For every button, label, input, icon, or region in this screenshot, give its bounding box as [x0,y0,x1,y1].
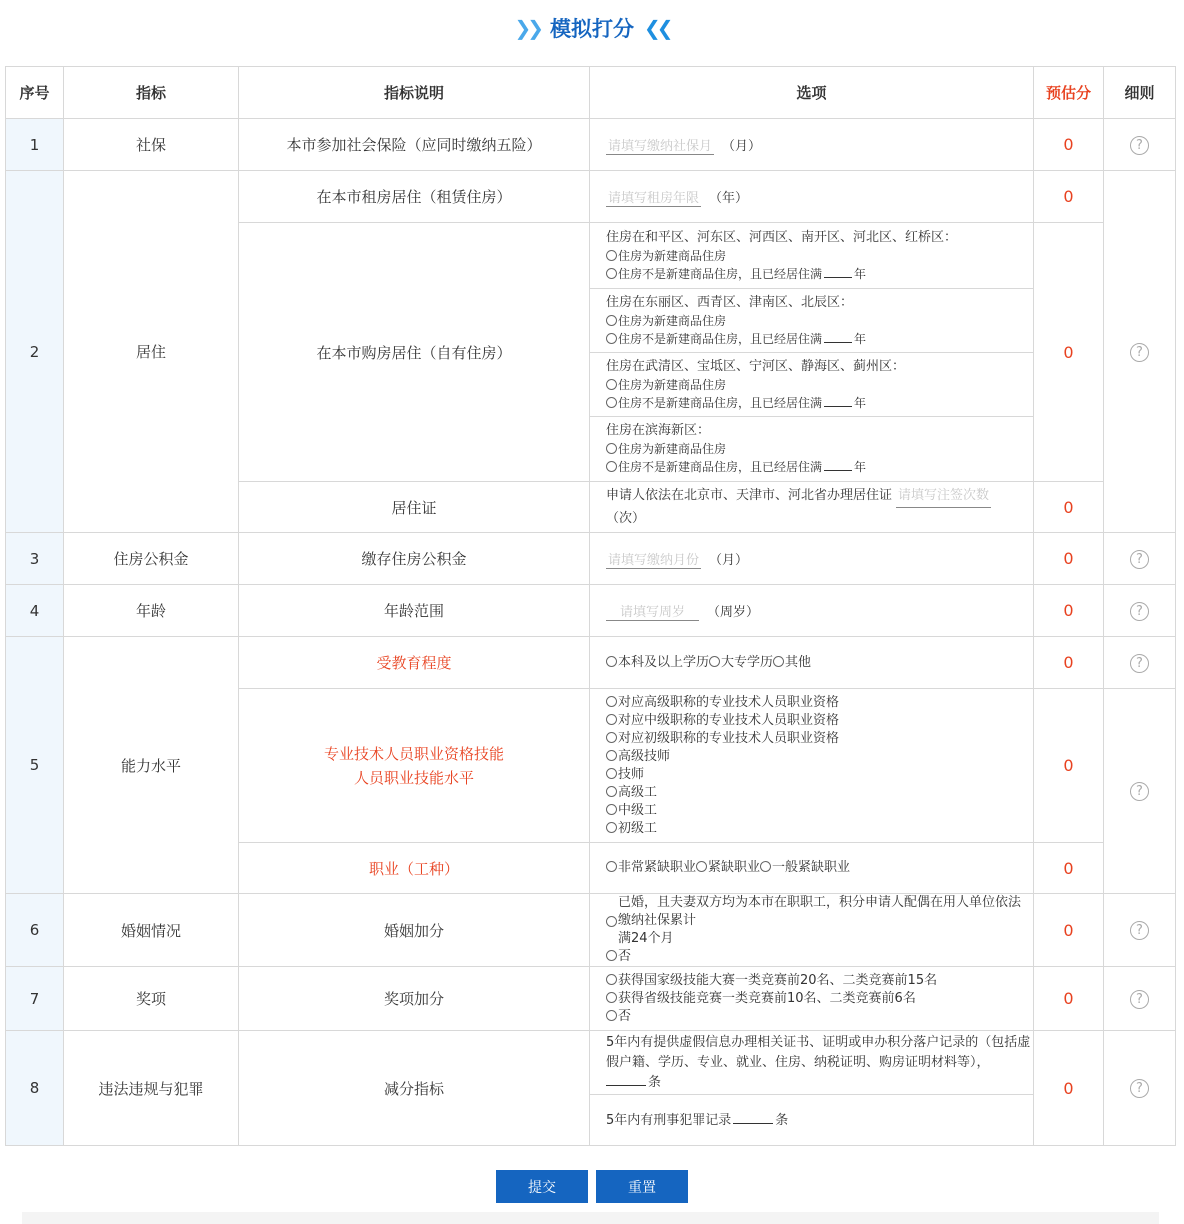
table-row [6,1031,1176,1146]
page-title: ❯❯ 模拟打分 ❮❮ [514,16,670,41]
housing-fund-option: 请填写缴纳月份 （月） [590,533,1034,585]
residence-permit-option: 申请人依法在北京市、天津市、河北省办理居住证 请填写注签次数 （次） [590,482,1034,533]
housing-fund-months-input[interactable]: 请填写缴纳月份 [606,549,701,569]
score-value: 0 [1034,637,1104,689]
table-row [6,894,1176,967]
header-seq: 序号 [6,67,64,119]
radio-button[interactable] [606,768,617,779]
row-indicator: 婚姻情况 [64,894,239,967]
row-desc: 本市参加社会保险（应同时缴纳五险） [239,119,590,171]
marriage-options: 已婚，且夫妻双方均为本市在职职工，积分申请人配偶在用人单位依法缴纳社保累计 满24个月 否 [590,894,1034,967]
score-value: 0 [1034,1031,1104,1146]
rent-years-input[interactable]: 请填写租房年限 [606,187,701,207]
score-value: 0 [1034,119,1104,171]
row-indicator: 居住 [64,171,239,533]
header-option: 选项 [590,67,1034,119]
row-indicator: 能力水平 [64,637,239,894]
row-indicator: 违法违规与犯罪 [64,1031,239,1146]
radio-button[interactable] [606,732,617,743]
housing-options [590,223,1034,482]
radio-button[interactable] [606,822,617,833]
score-value: 0 [1034,689,1104,843]
score-value: 0 [1034,967,1104,1031]
row-desc: 居住证 [239,482,590,533]
reset-button[interactable]: 重置 [596,1170,688,1203]
header-desc: 指标说明 [239,67,590,119]
help-icon[interactable]: ? [1130,990,1149,1009]
radio-button[interactable] [606,315,617,326]
deduction-options [590,1031,1034,1146]
radio-button[interactable] [760,861,771,872]
row-indicator: 住房公积金 [64,533,239,585]
row-indicator: 年龄 [64,585,239,637]
row-seq: 2 [6,171,64,533]
score-value: 0 [1034,171,1104,223]
radio-button[interactable] [606,714,617,725]
radio-button[interactable] [773,656,784,667]
false-info-record: 5年内有提供虚假信息办理相关证书、证明或申办积分落户记录的（包括虚 假户籍、学历、专业、就业、住房、纳税证明、购房证明材料等）， 条 [590,1032,1033,1095]
rule-cell [1104,1031,1176,1146]
row-desc: 年龄范围 [239,585,590,637]
rule-cell [1104,689,1176,894]
rent-option: 请填写租房年限 （年） [590,171,1034,223]
table-row [6,171,1176,223]
radio-button[interactable] [606,461,617,472]
rule-cell [1104,171,1176,533]
district-group-4: 住房在滨海新区： 住房为新建商品住房 住房不是新建商品住房，且已经居住满 年 [606,422,867,474]
help-icon[interactable]: ? [1130,602,1149,621]
radio-button[interactable] [606,1010,617,1021]
double-chevron-right-icon: ❯❯ [514,16,540,40]
table-row [6,585,1176,637]
radio-button[interactable] [606,786,617,797]
score-value: 0 [1034,482,1104,533]
education-options: 本科及以上学历 大专学历 其他 [590,637,1034,689]
score-value: 0 [1034,533,1104,585]
double-chevron-left-icon: ❮❮ [644,16,670,40]
radio-button[interactable] [606,950,617,961]
social-security-months-input[interactable]: 请填写缴纳社保月 [606,135,714,155]
radio-button[interactable] [606,379,617,390]
header-indicator: 指标 [64,67,239,119]
help-icon[interactable]: ? [1130,782,1149,801]
row-desc: 受教育程度 [239,637,590,689]
years-blank[interactable] [824,331,852,343]
radio-button[interactable] [606,804,617,815]
row-desc: 缴存住房公积金 [239,533,590,585]
score-value: 0 [1034,894,1104,967]
radio-button[interactable] [606,750,617,761]
count-blank[interactable] [733,1112,773,1124]
row-seq: 1 [6,119,64,171]
radio-button[interactable] [606,250,617,261]
radio-button[interactable] [696,861,707,872]
help-icon[interactable]: ? [1130,921,1149,940]
help-icon[interactable]: ? [1130,1079,1149,1098]
table-row [6,119,1176,171]
radio-button[interactable] [606,656,617,667]
score-value: 0 [1034,585,1104,637]
score-table [5,66,1176,1146]
district-group-3: 住房在武清区、宝坻区、宁河区、静海区、蓟州区： 住房为新建商品住房 住房不是新建商品住房，且已经居住满 年 [590,353,1033,417]
rule-cell [1104,533,1176,585]
years-blank[interactable] [824,459,852,471]
radio-button[interactable] [709,656,720,667]
row-seq: 5 [6,637,64,894]
row-desc: 在本市租房居住（租赁住房） [239,171,590,223]
skill-level-options: 对应高级职称的专业技术人员职业资格 对应中级职称的专业技术人员职业资格 对应初级职称的专业技术人员职业资格 高级技师 技师 高级工 中级工 初级工 [590,689,1034,843]
criminal-record: 5年内有刑事犯罪记录 条 [606,1112,789,1128]
header-rule: 细则 [1104,67,1176,119]
award-options: 获得国家级技能大赛一类竞赛前20名、二类竞赛前15名 获得省级技能竞赛一类竞赛前10名、二类竞赛前6名 否 [590,967,1034,1031]
help-icon[interactable]: ? [1130,343,1149,362]
row-seq: 6 [6,894,64,967]
radio-button[interactable] [606,443,617,454]
radio-button[interactable] [606,696,617,707]
rule-cell [1104,637,1176,689]
row-indicator: 社保 [64,119,239,171]
row-seq: 8 [6,1031,64,1146]
table-row [6,533,1176,585]
score-value: 0 [1034,223,1104,482]
row-desc: 减分指标 [239,1031,590,1146]
social-security-option: 请填写缴纳社保月 （月） [590,119,1034,171]
radio-button[interactable] [606,268,617,279]
radio-button[interactable] [606,333,617,344]
radio-button[interactable] [606,397,617,408]
help-icon[interactable]: ? [1130,550,1149,569]
footer-bar [22,1212,1159,1224]
district-group-2: 住房在东丽区、西青区、津南区、北辰区： 住房为新建商品住房 住房不是新建商品住房，且已经居住满 年 [590,289,1033,353]
radio-button[interactable] [606,974,617,985]
row-indicator: 奖项 [64,967,239,1031]
score-value: 0 [1034,843,1104,894]
count-blank[interactable] [606,1074,646,1086]
table-header [6,67,1176,119]
row-seq: 3 [6,533,64,585]
district-group-1: 住房在和平区、河东区、河西区、南开区、河北区、红桥区： 住房为新建商品住房 住房不是新建商品住房，且已经居住满 年 [590,224,1033,289]
row-desc: 在本市购房居住（自有住房） [239,223,590,482]
submit-button[interactable]: 提交 [496,1170,588,1203]
rule-cell [1104,894,1176,967]
permit-count-input[interactable]: 请填写注签次数 [896,485,991,508]
row-seq: 7 [6,967,64,1031]
radio-button[interactable] [606,992,617,1003]
row-desc: 职业（工种） [239,843,590,894]
occupation-options: 非常紧缺职业 紧缺职业 一般紧缺职业 [590,843,1034,894]
rule-cell [1104,967,1176,1031]
row-seq: 4 [6,585,64,637]
table-row [6,637,1176,689]
help-icon[interactable]: ? [1130,136,1149,155]
years-blank[interactable] [824,266,852,278]
help-icon[interactable]: ? [1130,654,1149,673]
years-blank[interactable] [824,395,852,407]
age-option: 请填写周岁 （周岁） [590,585,1034,637]
radio-button[interactable] [606,861,617,872]
action-buttons [0,1170,1184,1203]
row-desc: 婚姻加分 [239,894,590,967]
rule-cell [1104,119,1176,171]
table-row [6,967,1176,1031]
row-desc: 专业技术人员职业资格技能 人员职业技能水平 [239,689,590,843]
row-desc: 奖项加分 [239,967,590,1031]
header-score: 预估分 [1034,67,1104,119]
radio-button[interactable] [606,916,617,927]
age-input[interactable]: 请填写周岁 [606,601,699,621]
rule-cell [1104,585,1176,637]
